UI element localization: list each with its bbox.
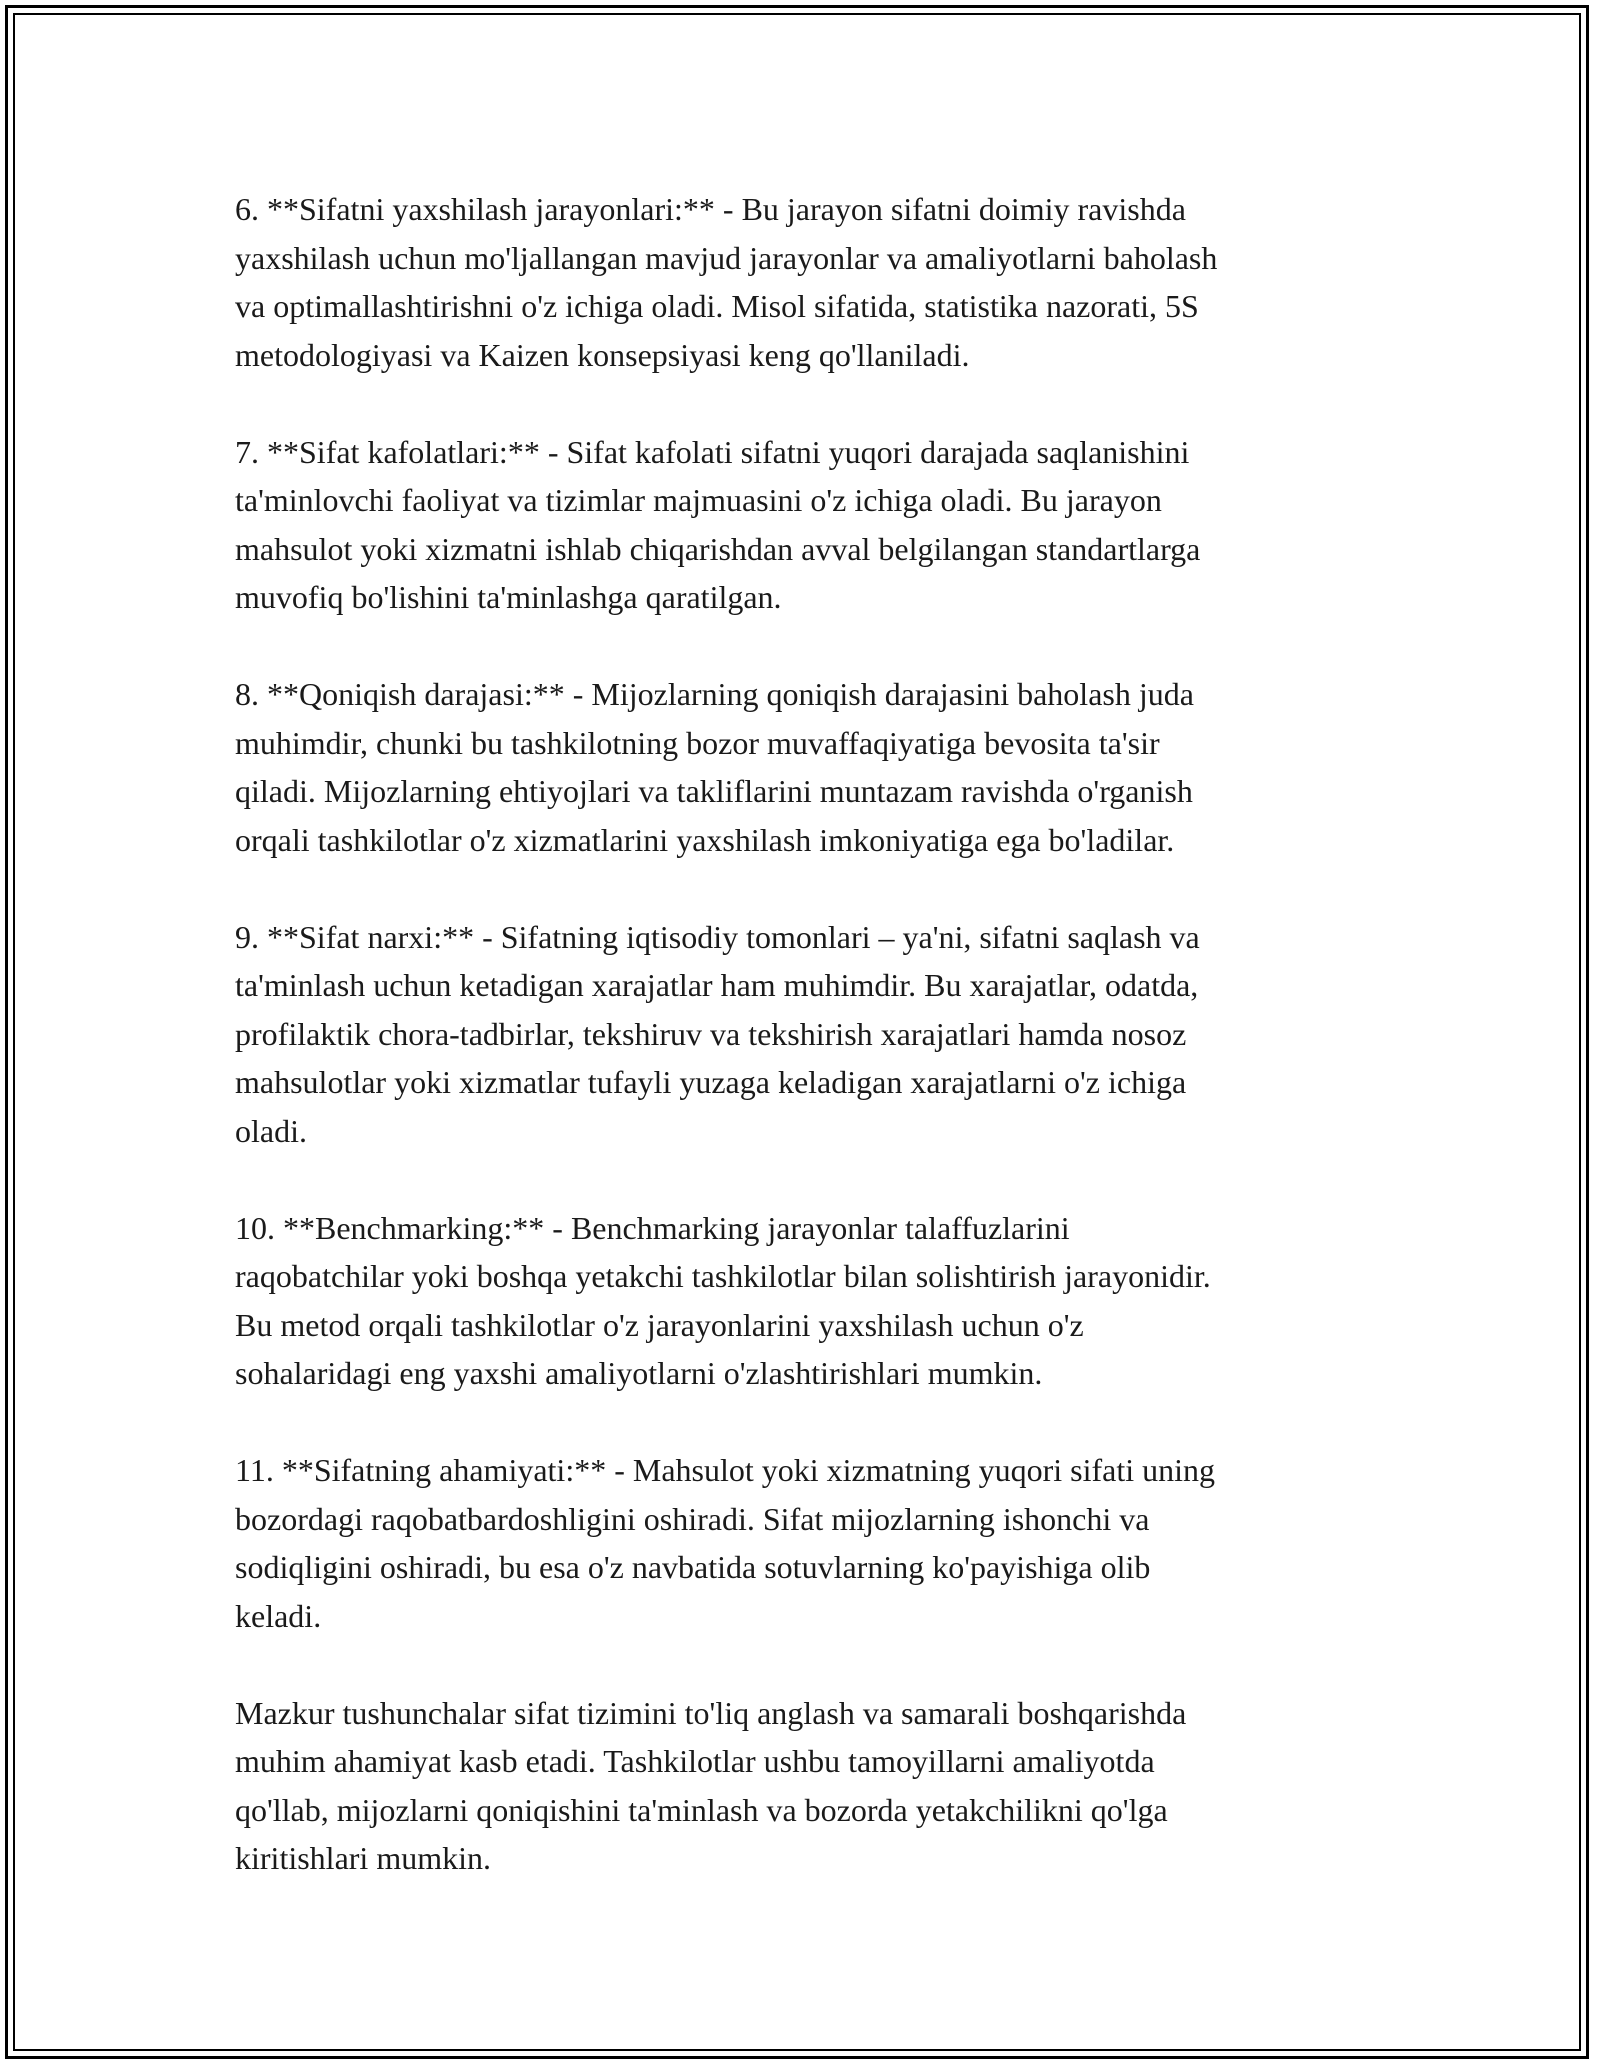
paragraph-item-8: 8. **Qoniqish darajasi:** - Mijozlarning qoniqish darajasini baholash juda muhimdir, chunki bu tashkilotning bozor muvaffaqiyatiga bevosita ta'sir qiladi. Mijozlarning ehtiyojlari va takliflarini muntazam ravishda o'rganish orqali tashkilotlar o'z xizmatlarini yaxshilash imkoniyatiga ega bo'ladilar. — [235, 676, 1194, 858]
paragraph-conclusion: Mazkur tushunchalar sifat tizimini to'liq anglash va samarali boshqarishda muhim ahamiyat kasb etadi. Tashkilotlar ushbu tamoyillarni amaliyotda qo'llab, mijozlarni qoniqishini ta'minlash va bozorda yetakchilikni qo'lga kiritishlari mumkin. — [235, 1694, 1187, 1876]
paragraph-item-9: 9. **Sifat narxi:** - Sifatning iqtisodiy tomonlari – ya'ni, sifatni saqlash va ta'minlash uchun ketadigan xarajatlar ham muhimdir. Bu xarajatlar, odatda, profilaktik chora-tadbirlar, tekshiruv va tekshirish xarajatlari hamda nosoz mahsulotlar yoki xizmatlar tufayli yuzaga keladigan xarajatlarni o'z ichiga oladi. — [235, 918, 1200, 1149]
paragraph-item-11: 11. **Sifatning ahamiyati:** - Mahsulot yoki xizmatning yuqori sifati uning bozordagi raqobatbardoshligini oshiradi. Sifat mijozlarning ishonchi va sodiqligini oshiradi, bu esa o'z navbatida sotuvlarning ko'payishiga olib keladi. — [235, 1452, 1216, 1634]
paragraph-item-10: 10. **Benchmarking:** - Benchmarking jarayonlar talaffuzlarini raqobatchilar yoki boshqa yetakchi tashkilotlar bilan solishtirish jarayonidir. Bu metod orqali tashkilotlar o'z jarayonlarini yaxshilash uchun o'z sohalaridagi eng yaxshi amaliyotlarni o'zlashtirishlari mumkin. — [235, 1209, 1211, 1391]
paragraph-item-6: 6. **Sifatni yaxshilash jarayonlari:** - Bu jarayon sifatni doimiy ravishda yaxshilash uchun mo'ljallangan mavjud jarayonlar va amaliyotlarni baholash va optimallashtirishni o'z ichiga oladi. Misol sifatida, statistika nazorati, 5S metodologiyasi va Kaizen konsepsiyasi keng qo'llaniladi. — [235, 191, 1218, 373]
document-body — [235, 185, 1375, 1931]
paragraph-item-7: 7. **Sifat kafolatlari:** - Sifat kafolati sifatni yuqori darajada saqlanishini ta'minlovchi faoliyat va tizimlar majmuasini o'z ichiga oladi. Bu jarayon mahsulot yoki xizmatni ishlab chiqarishdan avval belgilangan standartlarga muvofiq bo'lishini ta'minlashga qaratilgan. — [235, 433, 1201, 615]
